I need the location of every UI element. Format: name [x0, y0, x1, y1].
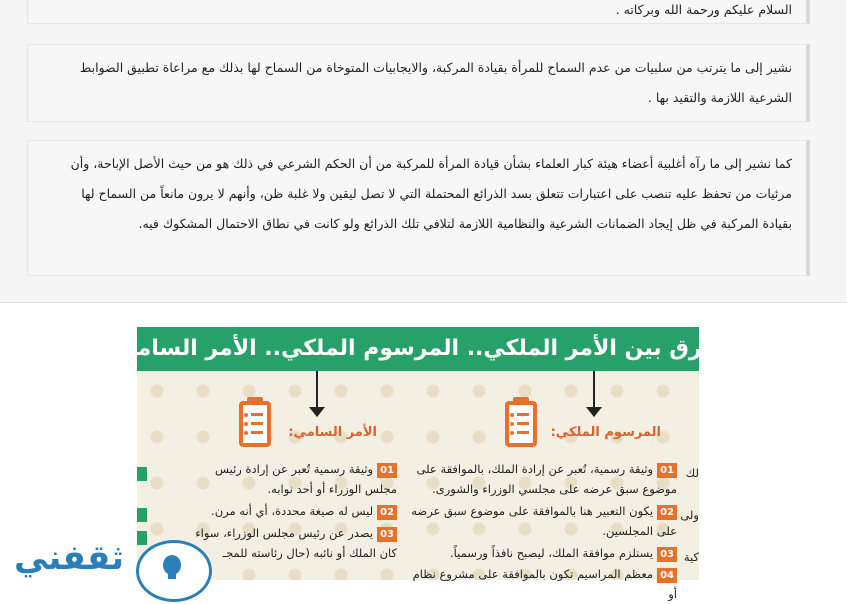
- list-item: [407, 564, 677, 604]
- list-item: [407, 501, 677, 541]
- infographic-title: فرق بين الأمر الملكي.. المرسوم الملكي.. الأمر السامي وقرار مجـ: [1, 336, 717, 361]
- item-number: 04: [657, 568, 677, 583]
- quote-text: السلام عليكم ورحمة الله وبركاته .: [615, 2, 792, 17]
- site-logo[interactable]: [14, 530, 214, 580]
- item-text: ليس له صيغة محددة، أي أنه مرن.: [211, 504, 374, 518]
- article-body: [0, 0, 846, 303]
- list-item: [187, 459, 397, 499]
- item-text: وثيقة رسمية، تُعبر عن إرادة الملك، بالموافقة على موضوع سبق عرضه على مجلسي الوزراء والشورى.: [416, 462, 677, 496]
- number-badge: [137, 467, 147, 481]
- item-text: يصدر عن رئيس مجلس الوزراء، سواء كان الملك أو نائبه (حال رئاسته للمجـ: [195, 526, 397, 560]
- quote-text: كما نشير إلى ما رآه أغلبية أعضاء هيئة كبار العلماء بشأن قيادة المرأة للمركبة من أن الحكم الشرعي في ذلك هو من حيث الأصل الإباحة، وأن مرئيات من تحفظ عليه تنصب على اعتبارات تتعلق بسد الذرائع المحتملة التي لا تصل ليقين ولا غلبة ظن، وأنهم لا يرون مانعاً من السماح لها بقيادة المركبة في ظل إيجاد الضمانات الشرعية والنظامية اللازمة لتلافي تلك الذرائع ولو كانت في نطاق الاحتمال المشكوك فيه.: [70, 156, 792, 231]
- arrow-down-icon: [316, 371, 318, 409]
- quote-block: [27, 140, 810, 276]
- item-number: 02: [377, 505, 397, 520]
- infographic-banner: [1, 327, 717, 371]
- list-item: [407, 543, 677, 563]
- edge-text: كية: [683, 550, 699, 564]
- item-text: يكون التعبير هنا بالموافقة على موضوع سبق عرضه على المجلسين.: [411, 504, 677, 538]
- edge-text: ولى: [680, 508, 699, 522]
- arrow-down-icon: [593, 371, 595, 409]
- infographic-column-marsoom-malaki: [399, 371, 691, 601]
- list-item: [407, 459, 677, 499]
- logo-text: ثقفني: [14, 538, 124, 578]
- column-heading: الأمر السامي:: [288, 425, 377, 440]
- item-number: 01: [377, 463, 397, 478]
- clipboard-icon: [235, 395, 275, 449]
- item-number: 01: [657, 463, 677, 478]
- item-number: 02: [657, 505, 677, 520]
- clipboard-icon: [501, 395, 541, 449]
- number-badge: [137, 508, 147, 522]
- infographic-edge-right: [680, 371, 699, 580]
- quote-text: نشير إلى ما يترتب من سلبيات من عدم السماح للمرأة بقيادة المركبة، والايجابيات المتوخاة من السماح لها بذلك مع مراعاة تطبيق الضوابط الشرعية اللازمة والتقيد بها .: [79, 60, 792, 105]
- item-text: وثيقة رسمية تُعبر عن إرادة رئيس مجلس الوزراء أو أحد نوابه.: [214, 462, 397, 496]
- item-number: 03: [377, 527, 397, 542]
- item-text: معظم المراسيم تكون بالموافقة على مشروع نظام أو: [412, 567, 677, 601]
- item-number: 03: [657, 547, 677, 562]
- list-item: [187, 523, 397, 563]
- item-text: يستلزم موافقة الملك، ليصبح نافذاً ورسمياً.: [449, 546, 654, 560]
- list-item: [187, 501, 397, 521]
- lightbulb-icon: [136, 540, 212, 602]
- column-heading: المرسوم الملكي:: [550, 425, 661, 440]
- edge-text: لك: [685, 466, 699, 480]
- quote-block: [27, 44, 810, 122]
- quote-block: [27, 0, 810, 24]
